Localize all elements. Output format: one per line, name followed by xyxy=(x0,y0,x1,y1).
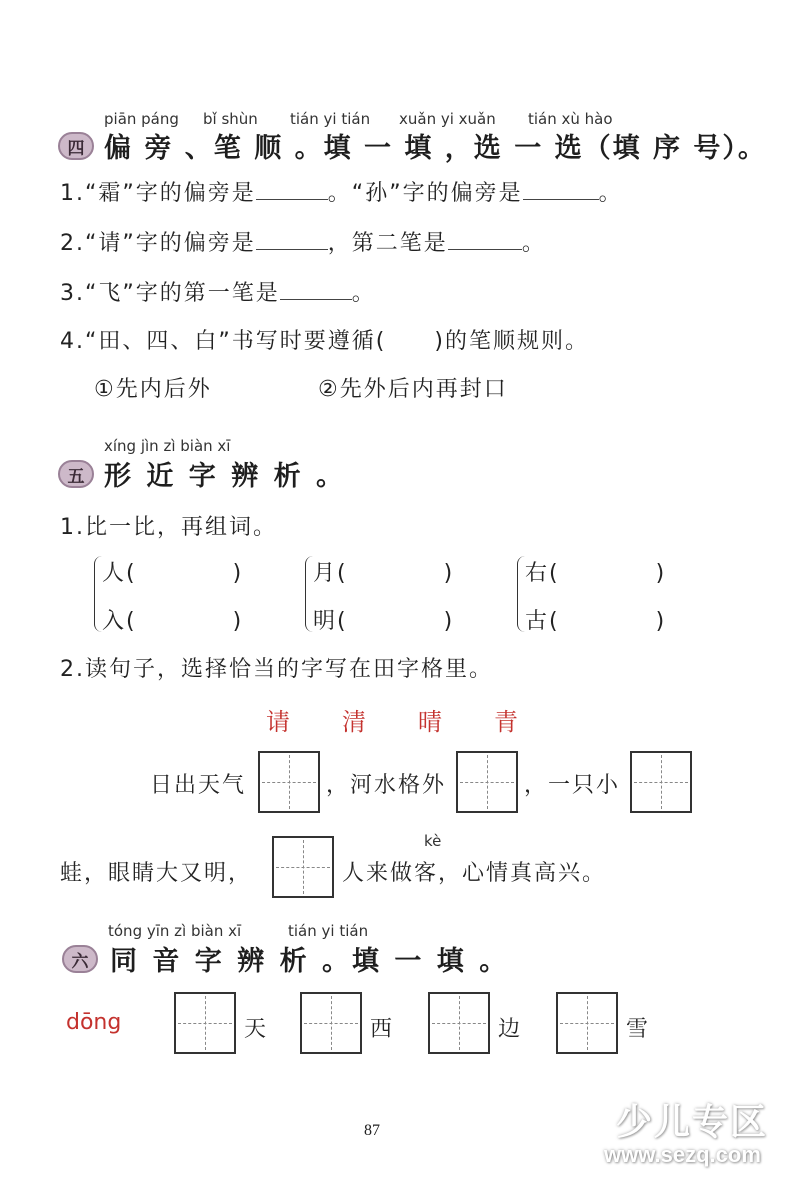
choice-char: 晴 xyxy=(418,708,444,736)
sentence-text: 蛙，眼睛大又明， xyxy=(60,861,253,886)
pinyin-xuanyixuan: xuǎn yi xuǎn xyxy=(399,110,496,128)
sound-pinyin: dōng xyxy=(66,1010,122,1035)
pair-group-2 xyxy=(305,552,465,636)
tianzige-box[interactable] xyxy=(300,992,362,1054)
compare-word[interactable]: 入( ) xyxy=(102,609,244,634)
sentence-text: ，一只小 xyxy=(524,773,621,798)
word-char: 边 xyxy=(498,1017,523,1042)
tianzige-box[interactable] xyxy=(630,751,692,813)
q1-text-a: 1.“霜”字的偏旁是 xyxy=(60,181,256,206)
q3-text-a: 3.“飞”字的第一笔是 xyxy=(60,281,280,306)
q2-text-a: 2.“请”字的偏旁是 xyxy=(60,231,256,256)
q1-text-b: 。“孙”字的偏旁是 xyxy=(327,181,523,206)
q2-text-c: 。 xyxy=(521,231,546,256)
tianzige-box[interactable] xyxy=(272,836,334,898)
choice-char: 请 xyxy=(266,708,292,736)
option-2: ②先外后内再封口 xyxy=(318,377,508,402)
watermark-url: www.sezq.com xyxy=(604,1142,761,1167)
sentence-text: 人来做客，心情真高兴。 xyxy=(342,861,607,886)
answer-blank[interactable] xyxy=(256,227,328,250)
choice-char: 青 xyxy=(494,708,520,736)
pinyin-pianpang: piān páng xyxy=(104,110,179,128)
section-6-title: 同 音 字 辨 析 。填 一 填 。 xyxy=(110,946,510,977)
choice-char: 清 xyxy=(342,708,368,736)
answer-blank[interactable] xyxy=(523,177,599,200)
word-char: 西 xyxy=(370,1017,395,1042)
question-5-2: 2.读句子，选择恰当的字写在田字格里。 xyxy=(60,657,493,682)
tianzige-box[interactable] xyxy=(556,992,618,1054)
pinyin-tianyitian: tián yi tián xyxy=(288,922,369,940)
watermark-logo xyxy=(600,1080,800,1185)
question-4-1 xyxy=(60,176,623,207)
pinyin-xingjinzibianxi: xíng jìn zì biàn xī xyxy=(104,437,231,455)
section-4-title: 偏 旁 、笔 顺 。填 一 填 ，选 一 选（填 序 号）。 xyxy=(104,133,767,164)
pair-group-3 xyxy=(517,552,677,636)
word-char: 天 xyxy=(244,1017,269,1042)
answer-blank[interactable] xyxy=(256,177,328,200)
section-4-badge: 四 xyxy=(58,132,94,160)
compare-word[interactable]: 古( ) xyxy=(525,609,667,634)
pinyin-tianyitian: tián yi tián xyxy=(290,110,371,128)
sentence-text: 日出天气 xyxy=(150,773,247,798)
watermark-title: 少儿专区 xyxy=(616,1102,769,1143)
pinyin-ke: kè xyxy=(424,832,442,850)
question-4-4: 4.“田、四、白”书写时要遵循( )的笔顺规则。 xyxy=(60,329,589,354)
compare-word[interactable]: 月( ) xyxy=(313,561,455,586)
compare-word[interactable]: 右( ) xyxy=(525,561,667,586)
tianzige-box[interactable] xyxy=(428,992,490,1054)
section-6-badge: 六 xyxy=(62,945,98,973)
page-number: 87 xyxy=(364,1122,380,1139)
q2-text-b: ，第二笔是 xyxy=(327,231,448,256)
pinyin-tongyinzibianxi: tóng yīn zì biàn xī xyxy=(108,922,242,940)
question-5-1: 1.比一比，再组词。 xyxy=(60,515,277,540)
answer-blank[interactable] xyxy=(280,277,352,300)
pinyin-tianxuhao: tián xù hào xyxy=(528,110,613,128)
section-5-badge: 五 xyxy=(58,460,94,488)
pair-group-1 xyxy=(94,552,254,636)
compare-word[interactable]: 人( ) xyxy=(102,561,244,586)
question-4-2 xyxy=(60,226,546,257)
question-4-3 xyxy=(60,276,376,307)
sentence-text: ，河水格外 xyxy=(326,773,447,798)
pinyin-bishun: bǐ shùn xyxy=(203,110,258,128)
tianzige-box[interactable] xyxy=(258,751,320,813)
compare-word[interactable]: 明( ) xyxy=(313,609,455,634)
word-char: 雪 xyxy=(626,1017,651,1042)
section-5-title: 形 近 字 辨 析 。 xyxy=(104,461,346,492)
answer-blank[interactable] xyxy=(448,227,522,250)
tianzige-box[interactable] xyxy=(456,751,518,813)
q1-text-c: 。 xyxy=(598,181,623,206)
tianzige-box[interactable] xyxy=(174,992,236,1054)
q3-text-b: 。 xyxy=(351,281,376,306)
option-1: ①先内后外 xyxy=(94,377,212,402)
